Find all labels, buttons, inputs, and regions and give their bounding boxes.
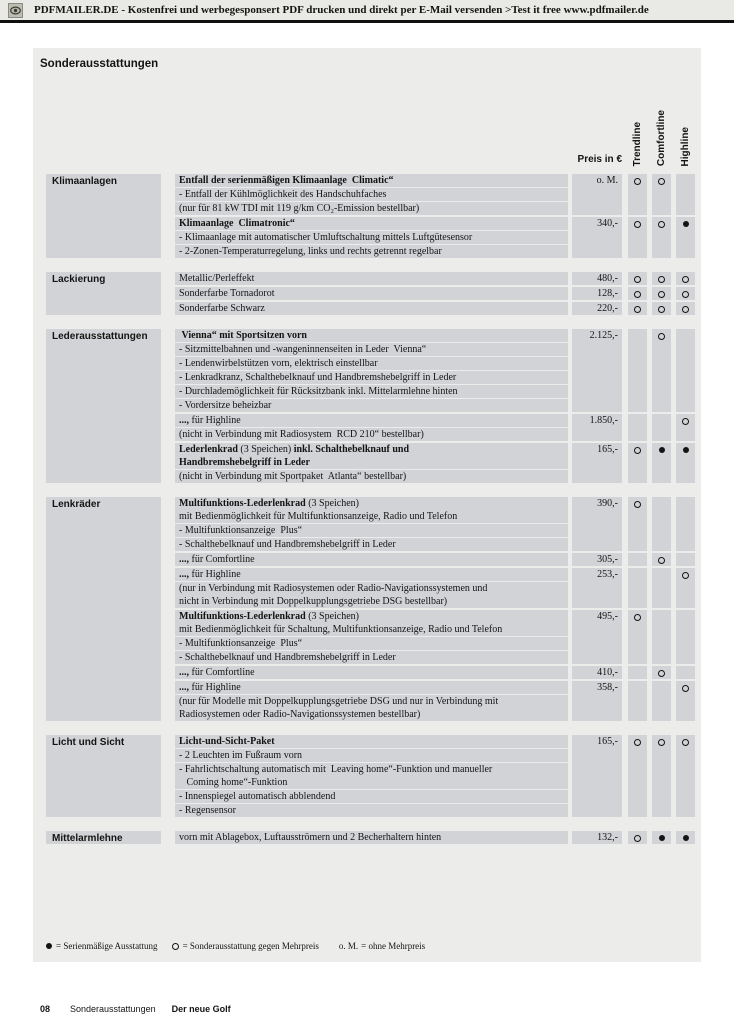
open-circle-icon: [634, 291, 641, 298]
trendline-label: Trendline: [632, 121, 643, 166]
price-cell: 495,-: [572, 610, 622, 664]
option-text-row: [175, 287, 568, 300]
price-cell: 340,-: [572, 217, 622, 258]
open-circle-icon: [682, 685, 689, 692]
table-section: [46, 831, 695, 844]
open-circle-icon: [658, 333, 665, 340]
comfortline-label: Comfortline: [656, 109, 667, 166]
description-column: [175, 174, 568, 215]
filled-circle-icon: [659, 835, 665, 841]
text-line: (nur für 81 kW TDI mit 119 g/km CO₂-Emission bestellbar): [179, 203, 420, 214]
option-text-row: [175, 231, 568, 245]
text-line: - Innenspiegel automatisch abblendend: [179, 791, 336, 802]
mark-cell-trendline: [628, 497, 647, 551]
filled-circle-icon: [683, 221, 689, 227]
legend-item-standard: [46, 941, 158, 951]
description-column: [175, 831, 568, 844]
text-line: (nur in Verbindung mit Radiosystemen oder Radio-Navigationssystemen und: [179, 583, 488, 594]
mark-cell-trendline: [628, 666, 647, 679]
page-footer: [40, 1004, 231, 1014]
price-cell: 410,-: [572, 666, 622, 679]
text-line: [179, 681, 564, 694]
open-circle-icon: [634, 739, 641, 746]
text-line: [179, 414, 564, 427]
option-text-row: [175, 385, 568, 399]
text-segment: ...,: [179, 554, 189, 565]
open-circle-icon: [682, 572, 689, 579]
category-label: Licht und Sicht: [46, 735, 161, 817]
category-label: Klimaanlagen: [46, 174, 161, 258]
text-line: - Schalthebelknauf und Handbremshebelgriff in Leder: [179, 652, 396, 663]
price-cell: 390,-: [572, 497, 622, 551]
mark-cell-comfortline: [652, 497, 671, 551]
mark-cell-trendline: [628, 610, 647, 664]
option-text-row: [175, 651, 568, 664]
page-title: Sonderausstattungen: [40, 58, 159, 70]
text-line: - Regensensor: [179, 805, 236, 816]
mark-cell-comfortline: [652, 568, 671, 608]
mark-cell-comfortline: [652, 329, 671, 412]
option-group: [175, 666, 695, 679]
option-text-row: [175, 831, 568, 844]
option-text-row: [175, 188, 568, 202]
description-column: [175, 329, 568, 412]
legend-text: = Sonderausstattung gegen Mehrpreis: [182, 941, 319, 951]
option-text-row: [175, 568, 568, 582]
price-column-header: Preis in €: [577, 154, 622, 165]
price-cell: 220,-: [572, 302, 622, 315]
text-segment: Multifunktions-Lederlenkrad: [179, 498, 309, 509]
category-label: Lederausstattungen: [46, 329, 161, 483]
text-segment: für Highline: [189, 569, 241, 580]
option-text-row: [175, 217, 568, 231]
open-circle-icon: [634, 306, 641, 313]
mark-cell-comfortline: [652, 414, 671, 441]
option-groups: [175, 272, 695, 315]
table-section: [46, 497, 695, 721]
price-cell: 1.850,-: [572, 414, 622, 441]
text-segment: Handbremshebelgriff in Leder: [179, 457, 310, 468]
text-segment: für Comfortline: [189, 667, 255, 678]
description-column: [175, 681, 568, 721]
open-circle-icon: [634, 276, 641, 283]
price-cell: 165,-: [572, 735, 622, 817]
text-segment: ...,: [179, 569, 189, 580]
filled-circle-icon: [46, 943, 52, 949]
mark-cell-highline: [676, 553, 695, 566]
open-circle-icon: [658, 221, 665, 228]
mark-cell-highline: [676, 681, 695, 721]
price-cell: 305,-: [572, 553, 622, 566]
option-text-row: [175, 735, 568, 749]
table-section: [46, 735, 695, 817]
column-header-comfortline: [652, 96, 671, 166]
category-label: Mittelarmlehne: [46, 831, 161, 844]
text-line: Radiosystemen oder Radio-Navigationssystemen bestellbar): [179, 709, 421, 720]
text-line: - Schalthebelknauf und Handbremshebelgriff in Leder: [179, 539, 396, 550]
mark-cell-comfortline: [652, 287, 671, 300]
ad-banner-text: PDFMAILER.DE - Kostenfrei und werbegesponsert PDF drucken und direkt per E-Mail versenden >Test it free www.pdfmailer.de: [34, 4, 649, 16]
category-label: Lenkräder: [46, 497, 161, 721]
option-text-row: [175, 272, 568, 285]
mark-cell-trendline: [628, 174, 647, 215]
option-text-row: [175, 399, 568, 412]
mark-cell-trendline: [628, 414, 647, 441]
legend-item-ohne-mehrpreis: [339, 941, 425, 951]
mark-cell-trendline: [628, 443, 647, 483]
text-line: - Lenkradkranz, Schalthebelknauf und Handbremshebelgriff in Leder: [179, 372, 457, 383]
option-text-row: [175, 749, 568, 763]
option-group: [175, 443, 695, 483]
description-column: [175, 735, 568, 817]
option-text-row: [175, 763, 568, 790]
text-line: - 2 Leuchten im Fußraum vorn: [179, 750, 303, 761]
option-text-row: [175, 302, 568, 315]
mark-cell-highline: [676, 272, 695, 285]
text-segment: mit Bedienmöglichkeit für Schaltung, Multifunktionsanzeige, Radio und Telefon: [179, 624, 503, 635]
option-group: [175, 831, 695, 844]
text-segment: ...,: [179, 682, 189, 693]
text-line: [179, 666, 564, 679]
mark-cell-trendline: [628, 272, 647, 285]
text-line: Metallic/Perleffekt: [179, 273, 255, 284]
mark-cell-highline: [676, 302, 695, 315]
text-line: (nur für Modelle mit Doppelkupplungsgetriebe DSG und nur in Verbindung mit: [179, 696, 499, 707]
mark-cell-comfortline: [652, 302, 671, 315]
mark-cell-comfortline: [652, 443, 671, 483]
text-line: - Lendenwirbelstützen vorn, elektrisch einstellbar: [179, 358, 378, 369]
mark-cell-highline: [676, 610, 695, 664]
mark-cell-comfortline: [652, 553, 671, 566]
mark-cell-trendline: [628, 287, 647, 300]
option-groups: [175, 831, 695, 844]
option-text-row: [175, 443, 568, 470]
text-line: [179, 443, 564, 456]
open-circle-icon: [682, 739, 689, 746]
mark-cell-highline: [676, 217, 695, 258]
options-table: [46, 174, 695, 844]
description-column: [175, 553, 568, 566]
price-cell: 253,-: [572, 568, 622, 608]
option-group: [175, 272, 695, 285]
mark-cell-trendline: [628, 329, 647, 412]
option-text-row: [175, 329, 568, 343]
mark-cell-highline: [676, 414, 695, 441]
document-page: [33, 48, 701, 962]
text-line: Licht-und-Sicht-Paket: [179, 736, 275, 747]
mark-cell-highline: [676, 666, 695, 679]
description-column: [175, 414, 568, 441]
option-group: [175, 681, 695, 721]
text-segment: mit Bedienmöglichkeit für Multifunktionsanzeige, Radio und Telefon: [179, 511, 458, 522]
open-circle-icon: [658, 178, 665, 185]
text-line: - Multifunktionsanzeige Plus“: [179, 638, 303, 649]
text-line: [179, 510, 564, 523]
mark-cell-comfortline: [652, 831, 671, 844]
option-text-row: [175, 245, 568, 258]
price-cell: 165,-: [572, 443, 622, 483]
option-group: [175, 553, 695, 566]
option-text-row: [175, 414, 568, 428]
open-circle-icon: [634, 614, 641, 621]
page-number: 08: [40, 1004, 51, 1014]
option-group: [175, 329, 695, 412]
option-group: [175, 217, 695, 258]
footer-brochure-title: Der neue Golf: [171, 1004, 231, 1014]
mark-cell-trendline: [628, 217, 647, 258]
open-circle-icon: [682, 418, 689, 425]
text-line: Entfall der serienmäßigen Klimaanlage Climatic“: [179, 175, 394, 186]
mark-cell-trendline: [628, 831, 647, 844]
text-line: - 2-Zonen-Temperaturregelung, links und rechts getrennt regelbar: [179, 246, 442, 257]
option-text-row: [175, 681, 568, 695]
legend: [46, 941, 425, 951]
mark-cell-comfortline: [652, 666, 671, 679]
text-segment: Lederlenkrad: [179, 444, 241, 455]
text-line: - Klimaanlage mit automatischer Umluftschaltung mittels Luftgütesensor: [179, 232, 473, 243]
description-column: [175, 497, 568, 551]
legend-text: = ohne Mehrpreis: [361, 941, 426, 951]
option-groups: [175, 174, 695, 258]
text-line: Sonderfarbe Schwarz: [179, 303, 265, 314]
column-header-highline: [676, 96, 695, 166]
option-group: [175, 414, 695, 441]
option-text-row: [175, 610, 568, 637]
category-label: Lackierung: [46, 272, 161, 315]
option-text-row: [175, 524, 568, 538]
option-group: [175, 497, 695, 551]
description-column: [175, 610, 568, 664]
pdfmailer-logo-icon: [8, 3, 23, 18]
description-column: [175, 666, 568, 679]
table-section: [46, 272, 695, 315]
text-line: - Vordersitze beheizbar: [179, 400, 272, 411]
price-cell: 132,-: [572, 831, 622, 844]
text-line: - Multifunktionsanzeige Plus“: [179, 525, 303, 536]
text-line: [179, 568, 564, 581]
mark-cell-highline: [676, 735, 695, 817]
mark-cell-highline: [676, 174, 695, 215]
mark-cell-highline: [676, 497, 695, 551]
option-group: [175, 174, 695, 215]
description-column: [175, 272, 568, 285]
text-line: - Fahrlichtschaltung automatisch mit Leaving home“-Funktion und manueller: [179, 764, 493, 775]
open-circle-icon: [658, 739, 665, 746]
description-column: [175, 302, 568, 315]
text-line: [179, 456, 564, 469]
option-groups: [175, 735, 695, 817]
text-segment: Multifunktions-Lederlenkrad: [179, 611, 309, 622]
text-segment: (3 Speichen): [308, 498, 360, 509]
open-circle-icon: [658, 306, 665, 313]
description-column: [175, 443, 568, 483]
text-segment: ...,: [179, 667, 189, 678]
text-line: - Sitzmittelbahnen und -wangeninnenseiten in Leder Vienna“: [179, 344, 427, 355]
table-section: [46, 329, 695, 483]
option-text-row: [175, 582, 568, 608]
option-text-row: [175, 428, 568, 441]
option-text-row: [175, 666, 568, 679]
option-text-row: [175, 538, 568, 551]
open-circle-icon: [634, 447, 641, 454]
text-line: [179, 553, 564, 566]
text-line: Coming home“-Funktion: [179, 777, 288, 788]
open-circle-icon: [634, 178, 641, 185]
legend-symbol-text: o. M.: [338, 941, 359, 951]
mark-cell-highline: [676, 568, 695, 608]
mark-cell-highline: [676, 287, 695, 300]
ad-banner[interactable]: [0, 0, 734, 23]
column-header-trendline: [628, 96, 647, 166]
description-column: [175, 287, 568, 300]
option-group: [175, 610, 695, 664]
description-column: [175, 217, 568, 258]
legend-item-option: [172, 941, 319, 951]
option-text-row: [175, 343, 568, 357]
text-line: vorn mit Ablagebox, Luftausströmern und 2 Becherhaltern hinten: [179, 832, 442, 843]
mark-cell-highline: [676, 443, 695, 483]
price-cell: 358,-: [572, 681, 622, 721]
open-circle-icon: [172, 943, 179, 950]
open-circle-icon: [634, 221, 641, 228]
filled-circle-icon: [659, 447, 665, 453]
text-line: - Durchlademöglichkeit für Rücksitzbank inkl. Mittelarmlehne hinten: [179, 386, 458, 397]
text-line: Sonderfarbe Tornadorot: [179, 288, 275, 299]
open-circle-icon: [658, 670, 665, 677]
option-groups: [175, 329, 695, 483]
mark-cell-trendline: [628, 302, 647, 315]
option-text-row: [175, 804, 568, 817]
open-circle-icon: [682, 306, 689, 313]
mark-cell-trendline: [628, 681, 647, 721]
mark-cell-comfortline: [652, 174, 671, 215]
price-cell: 2.125,-: [572, 329, 622, 412]
mark-cell-trendline: [628, 553, 647, 566]
price-cell: 128,-: [572, 287, 622, 300]
description-column: [175, 568, 568, 608]
text-segment: für Comfortline: [189, 554, 255, 565]
price-cell: o. M.: [572, 174, 622, 215]
text-line: [179, 497, 564, 510]
option-text-row: [175, 553, 568, 566]
open-circle-icon: [658, 291, 665, 298]
mark-cell-comfortline: [652, 681, 671, 721]
option-text-row: [175, 470, 568, 483]
legend-text: = Serienmäßige Ausstattung: [56, 941, 158, 951]
text-line: nicht in Verbindung mit Doppelkupplungsgetriebe DSG bestellbar): [179, 596, 448, 607]
option-text-row: [175, 790, 568, 804]
mark-cell-highline: [676, 831, 695, 844]
option-group: [175, 302, 695, 315]
option-group: [175, 568, 695, 608]
text-line: [179, 623, 564, 636]
text-line: (nicht in Verbindung mit Radiosystem RCD 210“ bestellbar): [179, 429, 424, 440]
text-segment: für Highline: [189, 415, 241, 426]
text-line: Klimaanlage Climatronic“: [179, 218, 295, 229]
option-text-row: [175, 695, 568, 721]
open-circle-icon: [658, 557, 665, 564]
text-line: (nicht in Verbindung mit Sportpaket Atlanta“ bestellbar): [179, 471, 407, 482]
option-text-row: [175, 637, 568, 651]
text-line: - Entfall der Kühlmöglichkeit des Handschuhfaches: [179, 189, 387, 200]
mark-cell-comfortline: [652, 217, 671, 258]
open-circle-icon: [682, 276, 689, 283]
text-segment: ...,: [179, 415, 189, 426]
filled-circle-icon: [683, 835, 689, 841]
mark-cell-highline: [676, 329, 695, 412]
open-circle-icon: [682, 291, 689, 298]
option-group: [175, 735, 695, 817]
table-section: [46, 174, 695, 258]
option-groups: [175, 497, 695, 721]
footer-section-name: Sonderausstattungen: [70, 1004, 156, 1014]
text-segment: inkl. Schalthebelknauf und: [293, 444, 410, 455]
option-text-row: [175, 497, 568, 524]
text-segment: (3 Speichen): [308, 611, 360, 622]
mark-cell-comfortline: [652, 272, 671, 285]
option-text-row: [175, 371, 568, 385]
mark-cell-trendline: [628, 568, 647, 608]
option-text-row: [175, 357, 568, 371]
option-group: [175, 287, 695, 300]
option-text-row: [175, 202, 568, 215]
text-line: Vienna“ mit Sportsitzen vorn: [179, 330, 307, 341]
open-circle-icon: [634, 501, 641, 508]
price-cell: 480,-: [572, 272, 622, 285]
mark-cell-comfortline: [652, 610, 671, 664]
highline-label: Highline: [680, 126, 691, 166]
mark-cell-trendline: [628, 735, 647, 817]
mark-cell-comfortline: [652, 735, 671, 817]
text-segment: für Highline: [189, 682, 241, 693]
option-text-row: [175, 174, 568, 188]
filled-circle-icon: [683, 447, 689, 453]
open-circle-icon: [658, 276, 665, 283]
text-segment: (3 Speichen): [240, 444, 294, 455]
text-line: [179, 610, 564, 623]
open-circle-icon: [634, 835, 641, 842]
